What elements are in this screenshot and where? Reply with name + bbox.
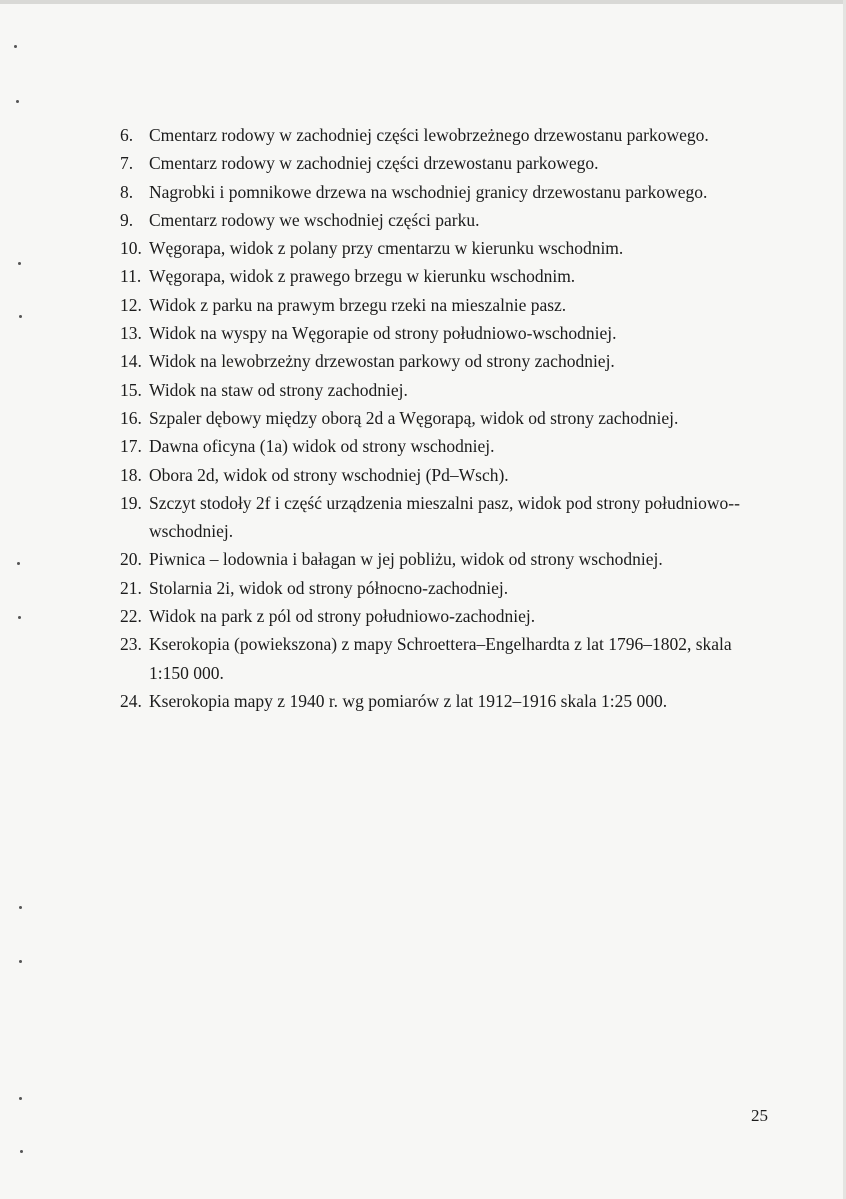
list-item-number: 24. <box>120 690 142 711</box>
list-item-number: 11. <box>120 266 142 287</box>
list-item-number: 19. <box>120 492 142 513</box>
list-item-number: 14. <box>120 351 142 372</box>
list-item <box>120 602 775 630</box>
list-item-text: Kserokopia mapy z 1940 r. wg pomiarów z lat 1912–1916 skala 1:25 000. <box>149 690 668 711</box>
list-item-text: Cmentarz rodowy w zachodniej części drzewostanu parkowego. <box>149 153 599 174</box>
list-item-text: Widok na wyspy na Węgorapie od strony południowo-wschodniej. <box>149 323 617 344</box>
list-item-text: Kserokopia (powiekszona) z mapy Schroettera–Engelhardta z lat 1796–1802, skala 1:150 000. <box>149 634 732 683</box>
binding-speck <box>19 906 22 909</box>
list-item-text: Widok na park z pól od strony południowo-zachodniej. <box>149 606 536 627</box>
scan-edge-top <box>0 0 846 4</box>
list-item-number: 12. <box>120 294 142 315</box>
list-item-number: 9. <box>120 209 134 230</box>
list-item <box>120 376 775 404</box>
list-item <box>120 291 775 319</box>
list-item-text: Stolarnia 2i, widok od strony północno-zachodniej. <box>149 577 509 598</box>
list-item-number: 8. <box>120 181 134 202</box>
illustration-list <box>120 121 775 715</box>
list-item <box>120 489 775 546</box>
binding-speck <box>16 100 19 103</box>
list-item <box>120 404 775 432</box>
list-item <box>120 178 775 206</box>
list-item <box>120 687 775 715</box>
list-item <box>120 574 775 602</box>
binding-speck <box>18 262 21 265</box>
list-item-number: 18. <box>120 464 142 485</box>
list-item <box>120 630 775 687</box>
binding-speck <box>19 960 22 963</box>
binding-speck <box>20 1150 23 1153</box>
list-item-text: Nagrobki i pomnikowe drzewa na wschodniej granicy drzewostanu parkowego. <box>149 181 708 202</box>
page-number: 25 <box>751 1106 768 1125</box>
list-item-text: Widok z parku na prawym brzegu rzeki na mieszalnie pasz. <box>149 294 567 315</box>
list-item <box>120 149 775 177</box>
binding-speck <box>19 315 22 318</box>
list-item-number: 17. <box>120 436 142 457</box>
list-item <box>120 545 775 573</box>
binding-speck <box>18 616 21 619</box>
binding-speck <box>19 1097 22 1100</box>
list-item-number: 13. <box>120 323 142 344</box>
list-item <box>120 461 775 489</box>
list-item-text: Dawna oficyna (1a) widok od strony wschodniej. <box>149 436 495 457</box>
list-item-text: Szczyt stodoły 2f i część urządzenia mieszalni pasz, widok pod strony południowo--wschodniej. <box>149 492 740 542</box>
binding-speck <box>14 45 17 48</box>
list-item <box>120 262 775 290</box>
list-item-text: Piwnica – lodownia i bałagan w jej pobliżu, widok od strony wschodniej. <box>149 549 663 570</box>
list-item-text: Węgorapa, widok z prawego brzegu w kierunku wschodnim. <box>149 266 576 287</box>
list-item-text: Widok na lewobrzeżny drzewostan parkowy od strony zachodniej. <box>149 351 615 372</box>
list-item-text: Cmentarz rodowy w zachodniej części lewobrzeżnego drzewostanu parkowego. <box>149 125 709 145</box>
list-item-number: 7. <box>120 153 134 174</box>
list-item-text: Obora 2d, widok od strony wschodniej (Pd–Wsch). <box>149 464 509 485</box>
list-item <box>120 206 775 234</box>
list-item-text: Cmentarz rodowy we wschodniej części parku. <box>149 209 480 230</box>
list-item <box>120 121 775 149</box>
list-item-number: 10. <box>120 238 142 259</box>
list-item-text: Widok na staw od strony zachodniej. <box>149 379 408 400</box>
list-item-number: 21. <box>120 577 142 598</box>
list-item-number: 15. <box>120 379 142 400</box>
list-item <box>120 234 775 262</box>
list-item <box>120 319 775 347</box>
list-item-text: Szpaler dębowy między oborą 2d a Węgorapą, widok od strony zachodniej. <box>149 407 679 428</box>
list-item <box>120 347 775 375</box>
binding-speck <box>17 562 20 565</box>
list-item-number: 23. <box>120 634 142 655</box>
list-item <box>120 432 775 460</box>
list-item-number: 16. <box>120 407 142 428</box>
list-item-number: 22. <box>120 606 142 627</box>
list-item-number: 20. <box>120 549 142 570</box>
list-item-text: Węgorapa, widok z polany przy cmentarzu w kierunku wschodnim. <box>149 238 624 259</box>
list-item-number: 6. <box>120 125 134 145</box>
